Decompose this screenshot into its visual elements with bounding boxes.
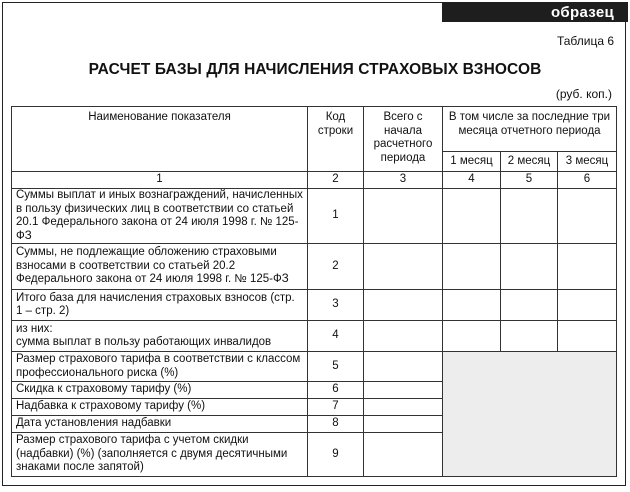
cell-month-3[interactable] (558, 244, 617, 290)
row-code: 5 (308, 352, 364, 382)
cell-month-3[interactable] (558, 290, 617, 321)
cell-total[interactable] (364, 399, 443, 416)
row-code: 4 (308, 321, 364, 352)
header-since-start: Всего с начала расчетного периода (364, 107, 443, 172)
header-name: Наименование показателя (12, 107, 308, 172)
table-row (12, 321, 617, 352)
row-name: Дата установления надбавки (12, 416, 308, 433)
row-name (12, 321, 308, 352)
col-number: 1 (12, 172, 308, 189)
cell-total[interactable] (364, 290, 443, 321)
header-month-2: 2 месяц (501, 152, 558, 172)
table-row (12, 352, 617, 382)
merged-empty-cell (443, 352, 617, 477)
col-number: 6 (558, 172, 617, 189)
insurance-base-table (11, 106, 617, 477)
row-code: 3 (308, 290, 364, 321)
row-name: Скидка к страховому тарифу (%) (12, 382, 308, 399)
row-name: Итого база для начисления страховых взносов (стр. 1 – стр. 2) (12, 290, 308, 321)
row-name: Надбавка к страховому тарифу (%) (12, 399, 308, 416)
row-code: 7 (308, 399, 364, 416)
unit-label: (руб. коп.) (555, 87, 612, 101)
cell-month-2[interactable] (501, 290, 558, 321)
row-name: Суммы, не подлежащие обложению страховыми взносами в соответствии со статьей 20.2 Федерального закона от 24 июля 1998 г. № 125-ФЗ (12, 244, 308, 290)
row-code: 2 (308, 244, 364, 290)
cell-month-2[interactable] (501, 189, 558, 244)
cell-total[interactable] (364, 321, 443, 352)
header-month-3: 3 месяц (558, 152, 617, 172)
header-month-1: 1 месяц (443, 152, 501, 172)
row-code: 9 (308, 433, 364, 477)
table-row (12, 189, 617, 244)
header-last-three-months: В том числе за последние три месяца отчетного периода (443, 107, 617, 152)
cell-month-1[interactable] (443, 189, 501, 244)
table-row (12, 290, 617, 321)
table-number: Таблица 6 (556, 34, 614, 48)
cell-month-2[interactable] (501, 244, 558, 290)
row-name: Суммы выплат и иных вознаграждений, начисленных в пользу физических лиц в соответствии со статьей 20.1 Федерального закона от 24 июля 1998 г. № 125-ФЗ (12, 189, 308, 244)
table-row (12, 244, 617, 290)
col-number: 4 (443, 172, 501, 189)
row-code: 6 (308, 382, 364, 399)
row-name: Размер страхового тарифа в соответствии с классом профессионального риска (%) (12, 352, 308, 382)
col-number: 3 (364, 172, 443, 189)
row-code: 8 (308, 416, 364, 433)
page-title: РАСЧЕТ БАЗЫ ДЛЯ НАЧИСЛЕНИЯ СТРАХОВЫХ ВЗНОСОВ (88, 61, 542, 78)
cell-total[interactable] (364, 352, 443, 382)
cell-month-3[interactable] (558, 321, 617, 352)
cell-month-2[interactable] (501, 321, 558, 352)
cell-total[interactable] (364, 244, 443, 290)
row-name: Размер страхового тарифа с учетом скидки (надбавки) (%) (заполняется с двумя десятичными знаками после запятой) (12, 433, 308, 477)
cell-total[interactable] (364, 189, 443, 244)
row-code: 1 (308, 189, 364, 244)
row-name-line: сумма выплат в пользу работающих инвалидов (16, 336, 272, 348)
sample-badge: образец (442, 2, 628, 22)
col-number: 5 (501, 172, 558, 189)
cell-month-1[interactable] (443, 244, 501, 290)
col-number: 2 (308, 172, 364, 189)
cell-total[interactable] (364, 416, 443, 433)
cell-total[interactable] (364, 382, 443, 399)
row-name-line: из них: (16, 322, 53, 335)
header-code: Код строки (308, 107, 364, 172)
cell-total[interactable] (364, 433, 443, 477)
cell-month-3[interactable] (558, 189, 617, 244)
cell-month-1[interactable] (443, 321, 501, 352)
cell-month-1[interactable] (443, 290, 501, 321)
